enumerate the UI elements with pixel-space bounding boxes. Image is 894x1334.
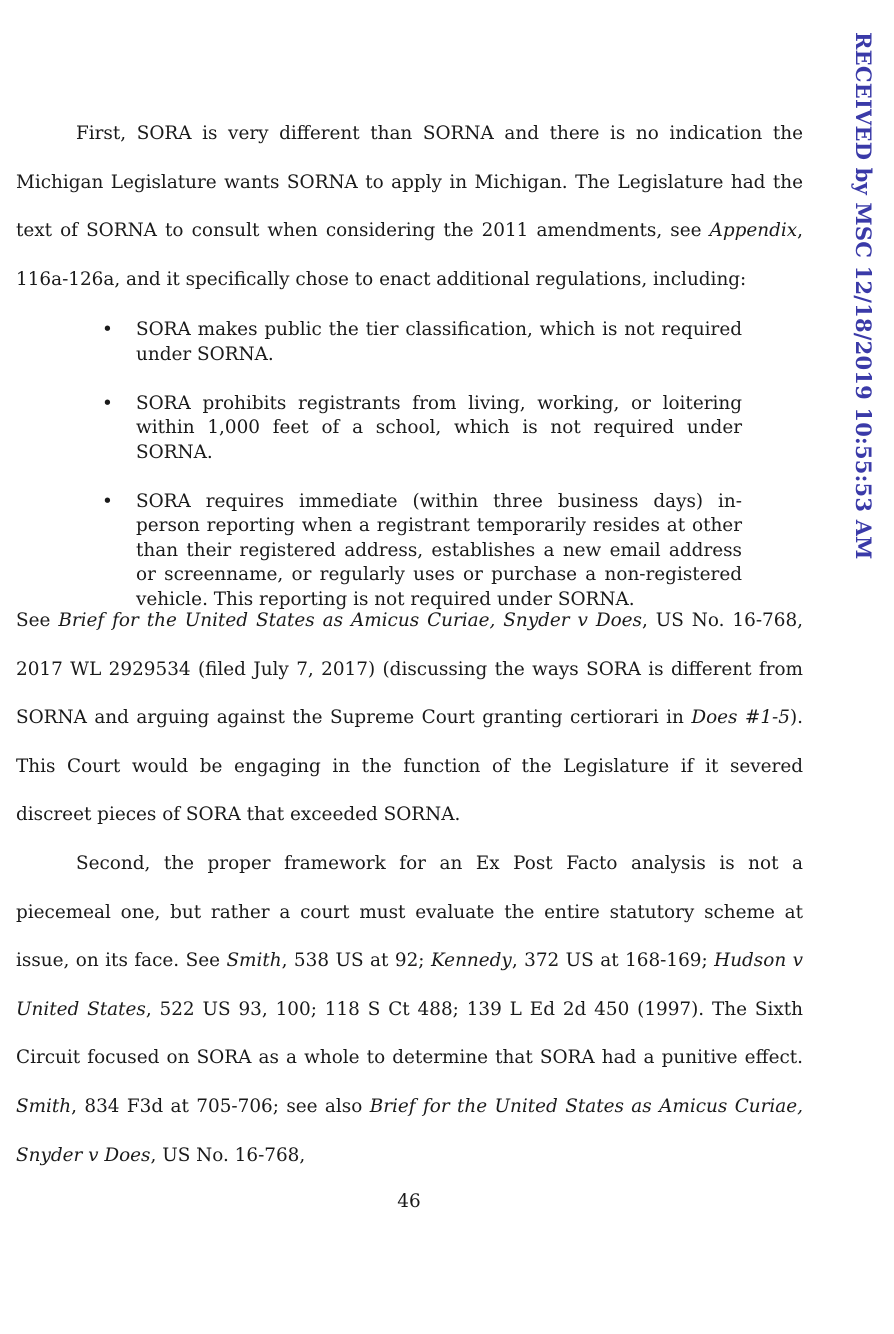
paragraph-sora-vs-sorna [16, 110, 803, 304]
paragraph2-text-c: ). This Court would be engaging in the function of the Legislature if it severed discreet pieces of SORA that exceeded SORNA. [16, 707, 803, 826]
paragraph3-text-f: , US No. 16-768, [150, 1144, 306, 1166]
list-item-text: SORA prohibits registrants from living, working, or loitering within 1,000 feet of a school, which is not required under SORNA. [136, 392, 742, 463]
regulations-list [100, 318, 742, 637]
smith-citation: Smith [226, 950, 282, 972]
amicus-brief-citation: Brief for the United States as Amicus Curiae, Snyder v Does [58, 610, 642, 631]
bullet-icon: • [102, 392, 113, 414]
paragraph3-text-e: , 834 F3d at 705-706; see also [71, 1095, 370, 1117]
hudson-citation: Hudson v United States [16, 950, 804, 1020]
paragraph-ex-post-facto [16, 840, 803, 1180]
page-number: 46 [397, 1191, 421, 1212]
smith-citation-2: Smith [16, 1095, 72, 1117]
list-item [100, 392, 742, 466]
does-citation: Does #1-5 [691, 707, 790, 729]
paragraph2-text-b: , US No. 16-768, 2017 WL 2929534 (filed July 7, 2017) (discussing the ways SORA is different from SORNA and arguing against the Supreme Court granting certiorari in [16, 610, 803, 729]
paragraph3-text-c: , 372 US at 168-169; [511, 950, 715, 972]
received-stamp: RECEIVED by MSC 12/18/2019 10:55:53 AM [851, 32, 876, 560]
list-item-text: SORA makes public the tier classification, which is not required under SORNA. [136, 319, 742, 365]
paragraph1-text-b: , 116a-126a, and it specifically chose to enact additional regulations, including: [16, 220, 803, 290]
bullet-icon: • [102, 490, 113, 512]
bullet-icon: • [102, 319, 113, 340]
kennedy-citation: Kennedy [430, 950, 512, 972]
paragraph3-text-d: , 522 US 93, 100; 118 S Ct 488; 139 L Ed 2d 450 (1997). The Sixth Circuit focused on SORA as a whole to determine that SORA had a punitive effect. [16, 998, 803, 1069]
list-item [100, 490, 742, 613]
amicus-brief-citation-2: Brief for the United States as Amicus Curiae, Snyder v Does [16, 1095, 803, 1166]
paragraph3-text-b: , 538 US at 92; [281, 950, 431, 972]
appendix-citation: Appendix [709, 220, 798, 242]
list-item-text: SORA requires immediate (within three business days) in-person reporting when a registrant temporarily resides at other than their registered address, establishes a new email address or screenname, or regularly uses or purchase a non-registered vehicle. This reporting is not required under SORNA. [136, 490, 742, 610]
paragraph-amicus-brief [16, 597, 803, 840]
list-item [100, 318, 742, 367]
paragraph2-text-a: See [16, 610, 59, 631]
paragraph1-text-a: First, SORA is very different than SORNA and there is no indication the Michigan Legislature wants SORNA to apply in Michigan. The Legislature had the text of SORNA to consult when considering the 2011 amendments, see [16, 123, 803, 242]
paragraph3-text-a: Second, the proper framework for an Ex Post Facto analysis is not a piecemeal one, but rather a court must evaluate the entire statutory scheme at issue, on its face. See [16, 853, 803, 972]
